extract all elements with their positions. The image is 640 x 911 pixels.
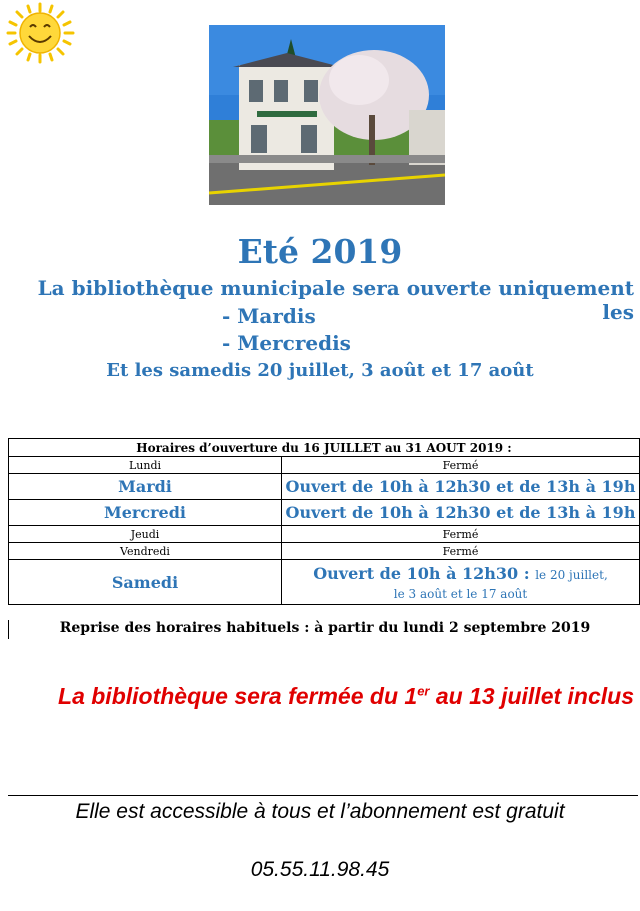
divider <box>8 795 638 796</box>
table-header: Horaires d’ouverture du 16 JUILLET au 31 AOUT 2019 : <box>9 439 640 457</box>
closure-text-before: La bibliothèque sera fermée du 1 <box>58 683 418 709</box>
saturday-note-1: le 20 juillet, <box>535 567 608 582</box>
hours-cell: Fermé <box>282 543 640 560</box>
hours-cell: Ouvert de 10h à 12h30 et de 13h à 19h <box>282 474 640 500</box>
day-cell: Jeudi <box>9 526 282 543</box>
page-title: Eté 2019 <box>237 232 403 271</box>
library-photo <box>209 25 445 205</box>
day-cell: Vendredi <box>9 543 282 560</box>
day-cell: Lundi <box>9 457 282 474</box>
hours-cell: Fermé <box>282 526 640 543</box>
table-row <box>9 560 640 605</box>
day-cell: Mercredi <box>9 500 282 526</box>
saturday-dates: Et les samedis 20 juillet, 3 août et 17 août <box>106 360 534 381</box>
hours-cell <box>282 560 640 605</box>
open-day-wednesday: - Mercredis <box>222 331 351 355</box>
closure-notice <box>0 683 640 710</box>
table-header-row <box>9 439 640 457</box>
saturday-hours: Ouvert de 10h à 12h30 : <box>313 563 530 583</box>
saturday-note-2: le 3 août et le 17 août <box>393 586 528 601</box>
table-row <box>9 474 640 500</box>
hours-table <box>8 438 640 605</box>
sun-icon <box>2 2 78 64</box>
hours-cell: Ouvert de 10h à 12h30 et de 13h à 19h <box>282 500 640 526</box>
open-day-tuesday: - Mardis <box>222 304 316 328</box>
table-row <box>9 526 640 543</box>
access-info: Elle est accessible à tous et l’abonnement est gratuit <box>75 800 565 823</box>
intro-text: La bibliothèque municipale sera ouverte uniquement les <box>37 276 634 324</box>
day-cell: Mardi <box>9 474 282 500</box>
hours-cell: Fermé <box>282 457 640 474</box>
table-row <box>9 500 640 526</box>
closure-superscript: er <box>417 683 430 699</box>
table-footer: Reprise des horaires habituels : à partir du lundi 2 septembre 2019 <box>8 620 640 639</box>
table-row <box>9 457 640 474</box>
closure-text-after: au 13 juillet inclus <box>429 683 634 709</box>
table-row <box>9 543 640 560</box>
day-cell: Samedi <box>9 560 282 605</box>
phone-number: 05.55.11.98.45 <box>250 858 390 881</box>
